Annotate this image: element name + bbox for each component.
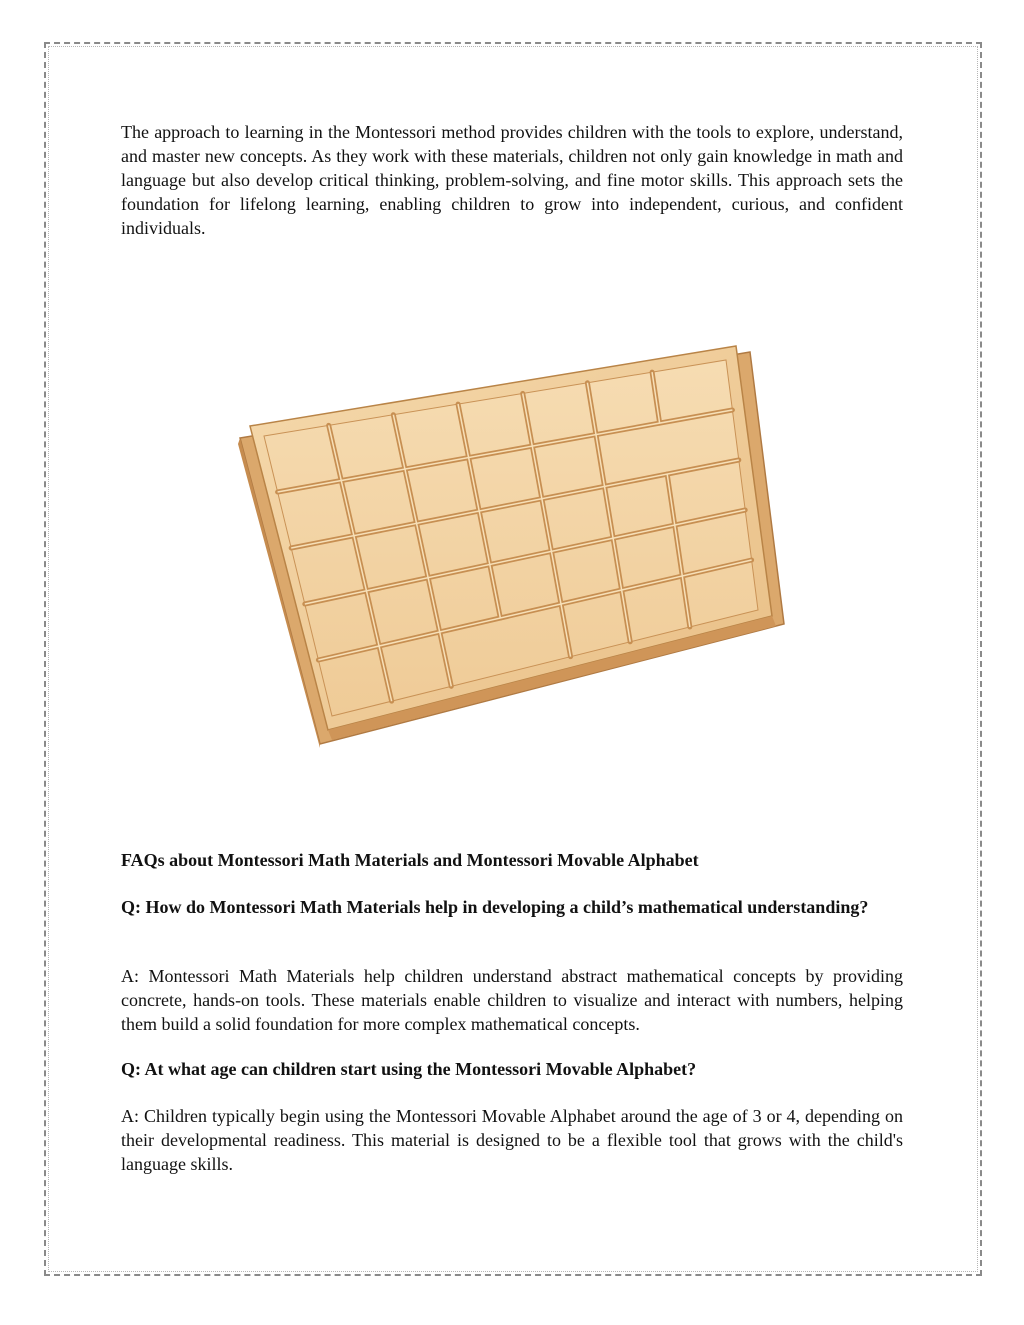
faq-question-1: Q: How do Montessori Math Materials help in developing a child’s mathematical understanding?	[121, 897, 869, 917]
faq-question-2: Q: At what age can children start using the Montessori Movable Alphabet?	[121, 1059, 697, 1079]
faq-heading: FAQs about Montessori Math Materials and Montessori Movable Alphabet	[121, 850, 699, 870]
wooden-tray-image	[236, 344, 788, 748]
faq-answer-2: A: Children typically begin using the Montessori Movable Alphabet around the age of 3 or 4, depending on their developmental readiness. This material is designed to be a flexible tool that grows with the child's language skills.	[121, 1106, 903, 1174]
faq-answer-1: A: Montessori Math Materials help children understand abstract mathematical concepts by providing concrete, hands-on tools. These materials enable children to visualize and interact with numbers, helping them build a solid foundation for more complex mathematical concepts.	[121, 966, 903, 1034]
tray-illustration	[236, 344, 788, 748]
intro-paragraph: The approach to learning in the Montessori method provides children with the tools to explore, understand, and master new concepts. As they work with these materials, children not only gain knowledge in math and language but also develop critical thinking, problem-solving, and fine motor skills. This approach sets the foundation for lifelong learning, enabling children to grow into independent, curious, and confident individuals.	[121, 122, 903, 238]
